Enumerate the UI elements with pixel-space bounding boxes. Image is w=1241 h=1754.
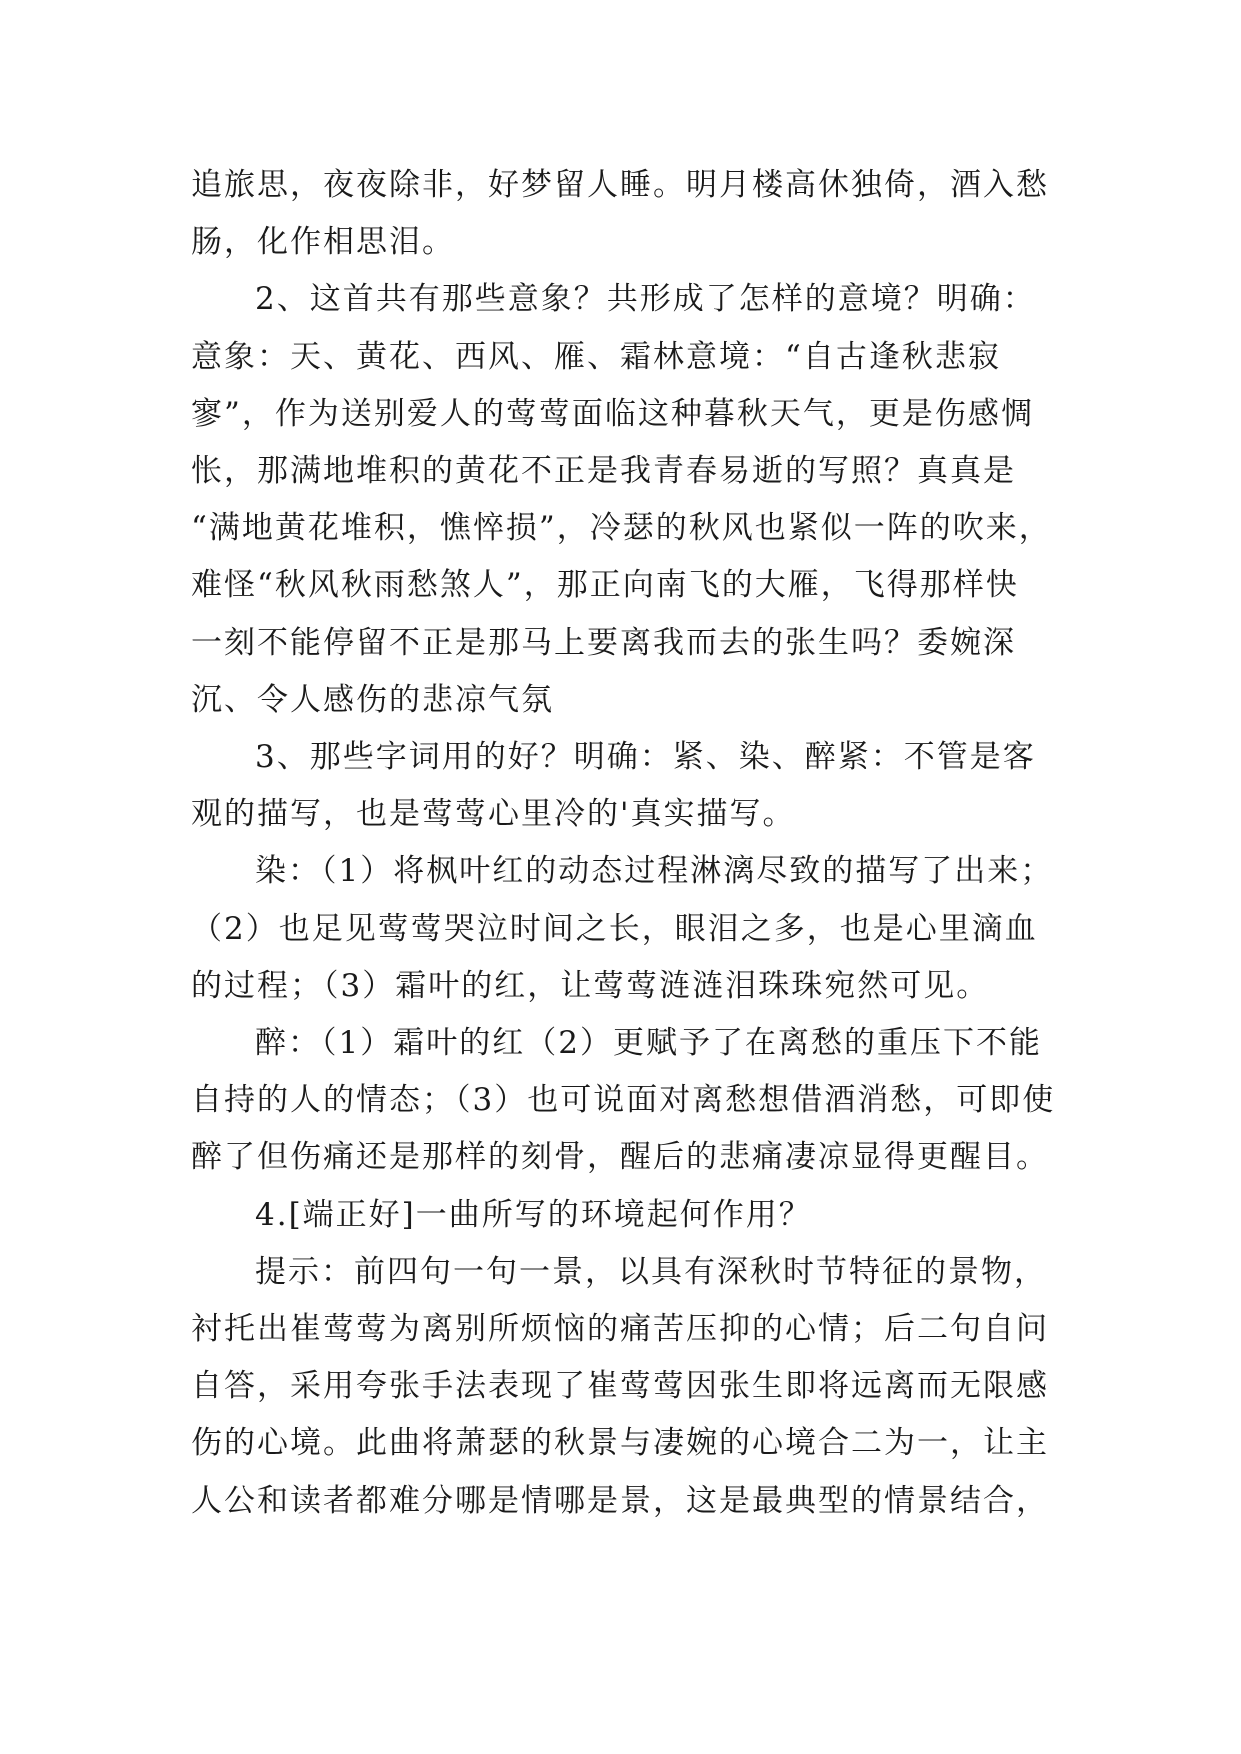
document-body <box>191 157 1056 1530</box>
text-line: 2、这首共有那些意象？共形成了怎样的意境？明确： <box>255 281 1036 318</box>
text-line: 3、那些字词用的好？明确：紧、染、醉紧：不管是客 <box>255 739 1036 776</box>
paragraph-p1 <box>191 271 1051 729</box>
text-line: 醉了但伤痛还是那样的刻骨，醒后的悲痛凄凉显得更醒目。 <box>191 1139 1049 1176</box>
text-line: 人公和读者都难分哪是情哪是景，这是最典型的情景结合， <box>191 1482 1049 1519</box>
text-line: 自答，采用夸张手法表现了崔莺莺因张生即将远离而无限感 <box>191 1368 1049 1405</box>
paragraph-p6 <box>191 1244 1051 1530</box>
text-line: 衬托出崔莺莺为离别所烦恼的痛苦压抑的心情；后二句自问 <box>191 1311 1049 1348</box>
paragraph-p4 <box>191 1015 1056 1187</box>
text-line: 沉、令人感伤的悲凉气氛 <box>191 681 554 718</box>
text-line: （2）也足见莺莺哭泣时间之长，眼泪之多，也是心里滴血 <box>191 910 1038 947</box>
text-line: 醉：（1）霜叶的红（2）更赋予了在离愁的重压下不能 <box>255 1025 1042 1062</box>
paragraph-p5 <box>191 1187 1051 1244</box>
text-line: “满地黄花堆积，憔悴损”，冷瑟的秋风也紧似一阵的吹来， <box>191 510 1052 547</box>
text-line: 肠，化作相思泪。 <box>191 224 455 261</box>
paragraph-p0 <box>191 157 1051 271</box>
text-line: 染：（1）将枫叶红的动态过程淋漓尽致的描写了出来； <box>255 853 1054 890</box>
text-line: 意象：天、黄花、西风、雁、霜林意境：“自古逢秋悲寂 <box>191 338 1001 375</box>
paragraph-p3 <box>191 843 1054 1015</box>
text-line: 提示：前四句一句一景，以具有深秋时节特征的景物， <box>255 1253 1047 1290</box>
text-line: 寥”，作为送别爱人的莺莺面临这种暮秋天气，更是伤感惆 <box>191 395 1034 432</box>
text-line: 的过程；（3）霜叶的红，让莺莺涟涟泪珠珠宛然可见。 <box>191 967 990 1004</box>
text-line: 难怪“秋风秋雨愁煞人”，那正向南飞的大雁，飞得那样快 <box>191 567 1019 604</box>
text-line: 4.[端正好]一曲所写的环境起何作用？ <box>255 1196 812 1233</box>
text-line: 伤的心境。此曲将萧瑟的秋景与凄婉的心境合二为一，让主 <box>191 1425 1049 1462</box>
text-line: 观的描写，也是莺莺心里冷的'真实描写。 <box>191 796 796 833</box>
text-line: 怅，那满地堆积的黄花不正是我青春易逝的写照？真真是 <box>191 453 1016 490</box>
text-line: 一刻不能停留不正是那马上要离我而去的张生吗？委婉深 <box>191 624 1016 661</box>
text-line: 自持的人的情态；（3）也可说面对离愁想借酒消愁，可即使 <box>191 1082 1056 1119</box>
paragraph-p2 <box>191 729 1051 843</box>
text-line: 追旅思，夜夜除非，好梦留人睡。明月楼高休独倚，酒入愁 <box>191 167 1049 203</box>
